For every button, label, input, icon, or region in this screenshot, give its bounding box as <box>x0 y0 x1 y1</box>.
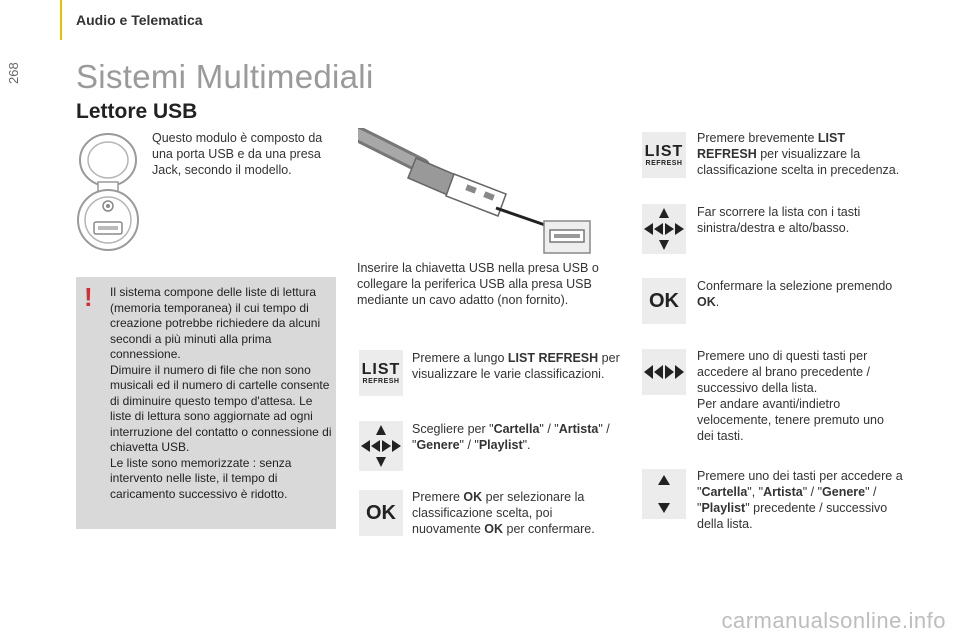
warning-paragraph-2: Dimuire il numero di file che non sono musicali ed il numero di cartelle consente di diminuire questo tempo d'attesa. Le liste di lettura sono aggiornate ad ogni interruzione del contatto o connessione di chiavetta USB. <box>110 362 332 454</box>
prev-next-keys-icon <box>642 349 686 395</box>
ok-label: OK <box>649 289 679 312</box>
step-text: Premere a lungo <box>412 351 508 365</box>
four-arrows-icon <box>359 423 403 469</box>
list-refresh-button <box>642 132 686 178</box>
option-genere: Genere <box>416 438 460 452</box>
step-choose-classification <box>412 421 622 453</box>
separator: " / " <box>802 485 823 499</box>
step-folder-nav <box>697 468 907 532</box>
step-text: Premere uno dei tasti per accedere a " <box>697 469 903 499</box>
step-text: Premere <box>412 490 464 504</box>
option-artista: Artista <box>558 422 599 436</box>
list-label: LIST <box>644 142 684 160</box>
four-arrows-icon <box>642 206 686 252</box>
page-title: Sistemi Multimediali <box>76 58 374 95</box>
option-cartella: Cartella <box>493 422 540 436</box>
warning-paragraph-1: Il sistema compone delle liste di lettura (memoria temporanea) il cui tempo di creazione potrebbe richiedere da alcuni secondi a più minuti alla prima connessione. <box>110 285 321 361</box>
step-text: per visualizzare la classificazione scelta in precedenza. <box>697 147 900 177</box>
refresh-label: REFRESH <box>362 377 400 385</box>
warning-text <box>110 285 332 502</box>
option-cartella: Cartella <box>701 485 748 499</box>
track-nav-paragraph-2: Per andare avanti/indietro velocemente, tenere premuto uno dei tasti. <box>697 397 884 443</box>
step-text: Premere brevemente <box>697 131 818 145</box>
option-playlist: Playlist <box>701 501 746 515</box>
double-arrows-icon <box>642 362 686 382</box>
page-number: 268 <box>6 62 21 84</box>
up-down-arrows-icon <box>654 471 674 517</box>
separator: ", " <box>747 485 764 499</box>
step-text: Scegliere per " <box>412 422 494 436</box>
ok-button <box>642 278 686 324</box>
usb-insert-description: Inserire la chiavetta USB nella presa USB o collegare la periferica USB alla presa USB mediante un cavo adatto (non fornito). <box>357 261 599 307</box>
usb-stick-illustration <box>358 128 593 256</box>
step-text: per visualizzare le varie classificazioni. <box>412 351 620 381</box>
section-title: Audio e Telematica <box>76 12 203 28</box>
step-ok-select <box>412 489 612 537</box>
step-long-press <box>412 350 622 382</box>
warning-paragraph-3: Le liste sono memorizzate : senza intervento nelle liste, il tempo di caricamento successivo è ridotto. <box>110 455 292 501</box>
step-bold: LIST REFRESH <box>697 131 845 161</box>
list-label: LIST <box>361 360 401 378</box>
step-track-nav <box>697 348 897 444</box>
step-bold: LIST REFRESH <box>507 351 599 365</box>
step-confirm <box>697 278 907 310</box>
refresh-label: REFRESH <box>645 159 683 167</box>
ok-label: OK <box>366 501 396 524</box>
track-nav-paragraph-1: Premere uno di questi tasti per accedere al brano precedente / successivo della lista. <box>697 349 871 395</box>
step-bold: OK <box>484 522 504 536</box>
header-accent-bar <box>60 0 62 40</box>
step-bold: OK <box>697 295 716 309</box>
arrow-keys-four-icon <box>642 204 686 254</box>
step-text: " precedente / successivo della lista. <box>697 501 888 531</box>
step-text: per confermare. <box>503 522 595 536</box>
step-scroll-list: Far scorrere la lista con i tasti sinistra/destra e alto/basso. <box>697 205 861 235</box>
module-description: Questo modulo è composto da una porta USB e da una presa Jack, secondo il modello. <box>152 131 323 177</box>
separator: " / " <box>459 438 479 452</box>
step-text: . <box>715 295 720 309</box>
warning-icon: ! <box>84 282 93 312</box>
list-refresh-button <box>359 350 403 396</box>
separator: " / " <box>539 422 559 436</box>
step-text: per selezionare la classificazione scelta, poi nuovamente <box>412 490 585 536</box>
footer-watermark: carmanualsonline.info <box>721 608 946 633</box>
step-bold: OK <box>463 490 483 504</box>
ok-button <box>359 490 403 536</box>
step-text: ". <box>522 438 531 452</box>
option-genere: Genere <box>822 485 866 499</box>
separator: " / " <box>412 422 610 452</box>
option-artista: Artista <box>763 485 803 499</box>
section-subtitle: Lettore USB <box>76 100 198 123</box>
up-down-keys-icon <box>642 469 686 519</box>
step-text: Confermare la selezione premendo <box>697 279 893 293</box>
arrow-keys-four-icon <box>359 421 403 471</box>
step-short-press <box>697 130 907 178</box>
option-playlist: Playlist <box>478 438 523 452</box>
separator: " / " <box>697 485 877 515</box>
usb-jack-module-illustration <box>74 130 144 256</box>
